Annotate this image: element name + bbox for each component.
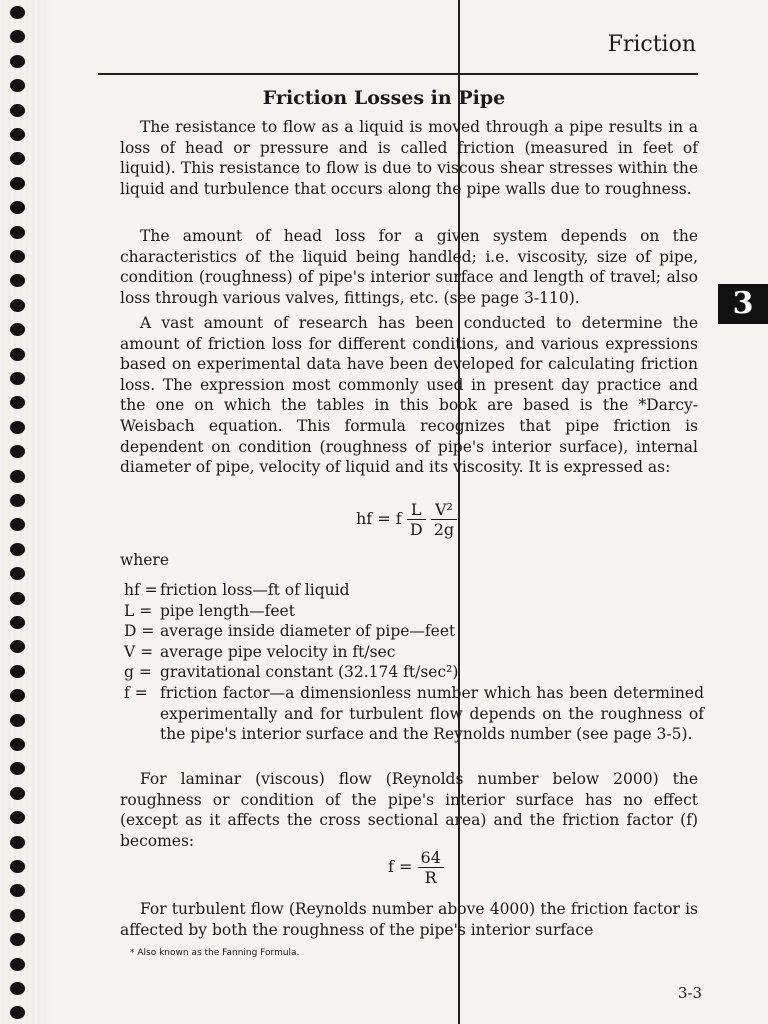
definition-text: average pipe velocity in ft/sec <box>160 642 396 661</box>
paragraph-5: For turbulent flow (Reynolds number above 4000) the friction factor is affected by both the roughness of the pipe's interior surface <box>120 900 698 939</box>
definition-item <box>124 621 704 642</box>
formula-lhs: f = <box>388 857 413 876</box>
laminar-friction-formula <box>388 848 444 887</box>
paragraph-4: For laminar (viscous) flow (Reynolds number below 2000) the roughness or condition of the pipe's interior surface has no effect (except as it affects the cross sectional area) and the friction factor (f) becomes: <box>120 770 698 850</box>
definition-item <box>124 683 704 745</box>
page-title: Friction Losses in Pipe <box>262 87 506 109</box>
definition-item <box>124 580 704 601</box>
binding-hole <box>10 323 25 336</box>
definition-item <box>124 601 704 622</box>
binding-hole <box>10 250 25 263</box>
binding-hole <box>10 421 25 434</box>
fraction-numerator: V² <box>431 500 457 520</box>
binding-hole <box>10 762 25 775</box>
binding-hole <box>10 982 25 995</box>
definition-text: friction factor—a dimensionless number which has been determined experimentally and for turbulent flow depends on the roughness of the pipe's interior surface and the Reynolds number (see page 3-5). <box>160 683 704 744</box>
footnote: * Also known as the Fanning Formula. <box>130 948 300 958</box>
binding-hole <box>10 616 25 629</box>
definition-item <box>124 642 704 663</box>
binding-hole <box>10 787 25 800</box>
definition-text: gravitational constant (32.174 ft/sec²) <box>160 663 459 682</box>
binding-hole <box>10 909 25 922</box>
binding-hole <box>10 567 25 580</box>
binding-hole <box>10 226 25 239</box>
paragraph-3: A vast amount of research has been conducted to determine the amount of friction loss for different conditions, and various expressions based on experimental data have been developed for calculating friction loss. The expression most commonly used in present day practice and the one on which the tables in this book are based is the *Darcy-Weisbach equation. This formula recognizes that pipe friction is dependent on condition (roughness of pipe's interior surface), internal diameter of pipe, velocity of liquid and its viscosity. It is expressed as: <box>120 314 698 477</box>
binding-hole <box>10 299 25 312</box>
binding-hole <box>10 55 25 68</box>
binding-hole <box>10 738 25 751</box>
paragraph-2: The amount of head loss for a given system depends on the characteristics of the liquid being handled; i.e. viscosity, size of pipe, condition (roughness) of pipe's interior surface and length of travel; also loss through various valves, fittings, etc. (see page 3-110). <box>120 227 698 307</box>
binding-hole <box>10 592 25 605</box>
fraction-denominator: R <box>424 868 437 887</box>
binding-hole <box>10 494 25 507</box>
definition-symbol: f = <box>124 683 148 702</box>
binding-hole <box>10 836 25 849</box>
binding-hole <box>10 1006 25 1019</box>
fraction-numerator: 64 <box>418 848 444 868</box>
where-label: where <box>120 551 170 569</box>
binding-hole <box>10 518 25 531</box>
definition-text: pipe length—feet <box>160 601 295 620</box>
fraction-denominator: D <box>409 520 423 539</box>
binding-hole <box>10 714 25 727</box>
page-number: 3-3 <box>677 984 702 1002</box>
definitions-list <box>124 580 704 745</box>
header-rule <box>98 73 698 75</box>
fraction-l-over-d <box>407 500 426 539</box>
binding-hole <box>10 6 25 19</box>
formula-lhs: hf = f <box>356 509 402 528</box>
binding-hole <box>10 396 25 409</box>
binding-hole <box>10 933 25 946</box>
chapter-tab: 3 <box>718 284 768 324</box>
fraction-numerator: L <box>407 500 426 520</box>
binding-hole <box>10 201 25 214</box>
binding-hole <box>10 689 25 702</box>
binding-hole <box>10 30 25 43</box>
section-header: Friction <box>607 32 696 57</box>
binding-hole <box>10 372 25 385</box>
binding-hole <box>10 348 25 361</box>
fraction-denominator: 2g <box>433 520 455 539</box>
binding-hole <box>10 958 25 971</box>
darcy-weisbach-formula <box>356 500 457 539</box>
definition-symbol: hf = <box>124 581 158 599</box>
binding-hole <box>10 177 25 190</box>
definition-symbol: V = <box>124 642 154 661</box>
binding-hole <box>10 884 25 897</box>
binding-hole <box>10 152 25 165</box>
definition-symbol: L = <box>124 601 153 620</box>
fraction-64-over-r <box>418 848 444 887</box>
binding-hole <box>10 470 25 483</box>
definition-symbol: D = <box>124 622 155 641</box>
binding-hole <box>10 128 25 141</box>
binding-margin <box>0 0 50 1024</box>
binding-hole <box>10 640 25 653</box>
binding-hole <box>10 445 25 458</box>
definition-text: average inside diameter of pipe—feet <box>160 622 456 641</box>
binding-hole <box>10 665 25 678</box>
fraction-v2-over-2g <box>431 500 457 539</box>
definition-symbol: g = <box>124 663 152 682</box>
binding-hole <box>10 811 25 824</box>
definition-text: friction loss—ft of liquid <box>160 581 350 599</box>
paragraph-1: The resistance to flow as a liquid is moved through a pipe results in a loss of head or pressure and is called friction (measured in feet of liquid). This resistance to flow is due to viscous shear stresses within the liquid and turbulence that occurs along the pipe walls due to roughness. <box>120 118 698 198</box>
binding-hole <box>10 860 25 873</box>
binding-hole <box>10 274 25 287</box>
binding-hole <box>10 543 25 556</box>
definition-item <box>124 662 704 683</box>
